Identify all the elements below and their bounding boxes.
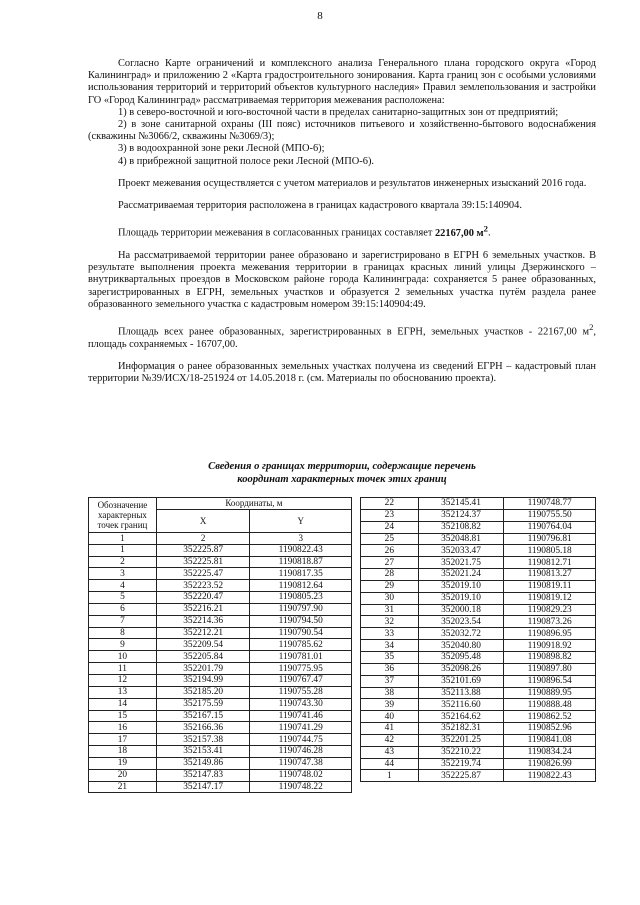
y-coordinate-cell: 1190817.35: [250, 568, 352, 580]
x-coordinate-cell: 352220.47: [156, 592, 250, 604]
y-coordinate-cell: 1190743.30: [250, 698, 352, 710]
point-number-cell: 16: [89, 722, 157, 734]
point-number-cell: 13: [89, 686, 157, 698]
y-coordinate-cell: 1190741.29: [250, 722, 352, 734]
x-coordinate-cell: 352095.48: [418, 651, 504, 663]
y-coordinate-cell: 1190781.01: [250, 651, 352, 663]
table-row: [361, 498, 596, 510]
y-coordinate-cell: 1190767.47: [250, 674, 352, 686]
x-coordinate-cell: 352223.52: [156, 580, 250, 592]
table-row: [89, 698, 352, 710]
x-coordinate-cell: 352166.36: [156, 722, 250, 734]
x-coordinate-cell: 352210.22: [418, 746, 504, 758]
x-coordinate-cell: 352000.18: [418, 604, 504, 616]
point-number-cell: 39: [361, 699, 419, 711]
document-body: [88, 58, 596, 385]
table-row: [361, 557, 596, 569]
paragraph-total-area: Площадь всех ранее образованных, зарегистрированных в ЕГРН, земельных участков - 22167,00 $м^2$, площадь сохраняемых - 16707,00.: [88, 321, 596, 350]
y-coordinate-cell: 1190744.75: [250, 734, 352, 746]
point-number-cell: 8: [89, 627, 157, 639]
point-number-cell: 36: [361, 663, 419, 675]
area-text: Площадь территории межевания в согласованных границах составляет: [118, 227, 435, 239]
y-coordinate-cell: 1190785.62: [250, 639, 352, 651]
table-row: [361, 580, 596, 592]
x-coordinate-cell: 352201.79: [156, 663, 250, 675]
x-coordinate-cell: 352147.83: [156, 769, 250, 781]
point-number-cell: 44: [361, 758, 419, 770]
y-coordinate-cell: 1190790.54: [250, 627, 352, 639]
y-coordinate-cell: 1190896.54: [504, 675, 596, 687]
paragraph-area: Площадь территории межевания в согласованных границах составляет 22167,00 $м^2$.: [118, 223, 491, 239]
point-number-cell: 14: [89, 698, 157, 710]
table-row: [361, 675, 596, 687]
x-coordinate-cell: 352101.69: [418, 675, 504, 687]
table-row: [361, 533, 596, 545]
point-number-cell: 6: [89, 603, 157, 615]
x-coordinate-cell: 352209.54: [156, 639, 250, 651]
y-coordinate-cell: 1190822.43: [250, 544, 352, 556]
point-number-cell: 15: [89, 710, 157, 722]
y-coordinate-cell: 1190748.22: [250, 781, 352, 793]
x-coordinate-cell: 352216.21: [156, 603, 250, 615]
y-coordinate-cell: 1190818.87: [250, 556, 352, 568]
table-row: [361, 521, 596, 533]
point-number-cell: 3: [89, 568, 157, 580]
point-number-cell: 25: [361, 533, 419, 545]
x-coordinate-cell: 352219.74: [418, 758, 504, 770]
table-row: [89, 544, 352, 556]
y-coordinate-cell: 1190897.80: [504, 663, 596, 675]
table-row: [361, 628, 596, 640]
point-number-cell: 33: [361, 628, 419, 640]
table-row: [89, 615, 352, 627]
table-row: [361, 663, 596, 675]
paragraph-cadastral-quarter: Рассматриваемая территория расположена в границах кадастрового квартала 39:15:140904.: [118, 200, 522, 212]
header-coordinates: Координаты, м: [156, 498, 351, 510]
x-coordinate-cell: 352225.47: [156, 568, 250, 580]
x-coordinate-cell: 352108.82: [418, 521, 504, 533]
y-coordinate-cell: 1190819.12: [504, 592, 596, 604]
x-coordinate-cell: 352205.84: [156, 651, 250, 663]
point-number-cell: 40: [361, 711, 419, 723]
point-number-cell: 11: [89, 663, 157, 675]
point-number-cell: 18: [89, 746, 157, 758]
x-coordinate-cell: 352023.54: [418, 616, 504, 628]
y-coordinate-cell: 1190826.99: [504, 758, 596, 770]
table-row: [89, 603, 352, 615]
x-coordinate-cell: 352098.26: [418, 663, 504, 675]
table-row: [361, 616, 596, 628]
point-number-cell: 10: [89, 651, 157, 663]
paragraph-zoning: Согласно Карте ограничений и комплексного анализа Генерального плана городского округа «Город Калининград» и приложению 2 «Карта градостроительного зонирования. Карта границ зон с особыми условиями использования территорий и территорий объектов культурного наследия» Правил землепользования и застройки ГО «Город Калининград» рассматриваемая территория межевания расположена:: [88, 58, 596, 106]
header-col-number: 2: [156, 532, 250, 544]
y-coordinate-cell: 1190748.77: [504, 498, 596, 510]
table-row: [89, 639, 352, 651]
point-number-cell: 26: [361, 545, 419, 557]
table-row: [361, 640, 596, 652]
point-number-cell: 37: [361, 675, 419, 687]
table-row: [361, 651, 596, 663]
y-coordinate-cell: 1190755.50: [504, 509, 596, 521]
x-coordinate-cell: 352019.10: [418, 580, 504, 592]
coordinates-table-right: [360, 497, 596, 782]
point-number-cell: 20: [89, 769, 157, 781]
table-row: [89, 781, 352, 793]
y-coordinate-cell: 1190755.28: [250, 686, 352, 698]
y-coordinate-cell: 1190873.26: [504, 616, 596, 628]
x-coordinate-cell: 352167.15: [156, 710, 250, 722]
header-point-designation: Обозначение характерных точек границ: [89, 498, 157, 533]
table-row: [361, 723, 596, 735]
x-coordinate-cell: 352032.72: [418, 628, 504, 640]
point-number-cell: 27: [361, 557, 419, 569]
y-coordinate-cell: 1190889.95: [504, 687, 596, 699]
header-x: X: [156, 509, 250, 532]
table-row: [361, 711, 596, 723]
x-coordinate-cell: 352225.81: [156, 556, 250, 568]
x-coordinate-cell: 352116.60: [418, 699, 504, 711]
x-coordinate-cell: 352040.80: [418, 640, 504, 652]
table-row: [89, 710, 352, 722]
y-coordinate-cell: 1190812.71: [504, 557, 596, 569]
y-coordinate-cell: 1190896.95: [504, 628, 596, 640]
point-number-cell: 31: [361, 604, 419, 616]
table-row: [89, 757, 352, 769]
y-coordinate-cell: 1190862.52: [504, 711, 596, 723]
area-value: 22167,00 $м^2$: [434, 223, 488, 239]
point-number-cell: 4: [89, 580, 157, 592]
point-number-cell: 23: [361, 509, 419, 521]
table-row: [361, 545, 596, 557]
table-row: [89, 663, 352, 675]
x-coordinate-cell: 352021.75: [418, 557, 504, 569]
table-row: [89, 686, 352, 698]
x-coordinate-cell: 352048.81: [418, 533, 504, 545]
table-row: [89, 674, 352, 686]
x-coordinate-cell: 352194.99: [156, 674, 250, 686]
table-title: Сведения о границах территории, содержащие перечень координат характерных точек этих границ: [208, 461, 476, 485]
point-number-cell: 7: [89, 615, 157, 627]
paragraph-source: Информация о ранее образованных земельных участках получена из сведений ЕГРН – кадастровый план территории №39/ИСХ/18-251924 от 14.05.2018 г. (см. Материалы по обоснованию проекта).: [88, 360, 596, 384]
coordinates-table-left: [88, 497, 352, 793]
page-number: 8: [317, 10, 323, 22]
y-coordinate-cell: 1190918.92: [504, 640, 596, 652]
list-item: 4) в прибрежной защитной полосе реки Лесной (МПО-6).: [118, 155, 375, 167]
y-coordinate-cell: 1190805.18: [504, 545, 596, 557]
y-coordinate-cell: 1190819.11: [504, 580, 596, 592]
list-item: 1) в северо-восточной и юго-восточной части в пределах санитарно-защитных зон от предприятий;: [118, 106, 559, 118]
table-row: [89, 722, 352, 734]
x-coordinate-cell: 352201.25: [418, 734, 504, 746]
y-coordinate-cell: 1190898.82: [504, 651, 596, 663]
point-number-cell: 19: [89, 757, 157, 769]
y-coordinate-cell: 1190852.96: [504, 723, 596, 735]
y-coordinate-cell: 1190813.27: [504, 569, 596, 581]
table-row: [361, 734, 596, 746]
point-number-cell: 41: [361, 723, 419, 735]
table-row: [361, 699, 596, 711]
table-row: [361, 687, 596, 699]
header-y: Y: [250, 509, 352, 532]
table-row: [89, 627, 352, 639]
table-row: [89, 651, 352, 663]
x-coordinate-cell: 352113.88: [418, 687, 504, 699]
table-row: [361, 758, 596, 770]
point-number-cell: 9: [89, 639, 157, 651]
y-coordinate-cell: 1190841.08: [504, 734, 596, 746]
y-coordinate-cell: 1190834.24: [504, 746, 596, 758]
header-col-number: 3: [250, 532, 352, 544]
table-row: [89, 556, 352, 568]
point-number-cell: 17: [89, 734, 157, 746]
y-coordinate-cell: 1190794.50: [250, 615, 352, 627]
point-number-cell: 1: [361, 770, 419, 782]
x-coordinate-cell: 352214.36: [156, 615, 250, 627]
point-number-cell: 5: [89, 592, 157, 604]
list-item: 2) в зоне санитарной охраны (III пояс) источников питьевого и хозяйственно-бытового водоснабжения (скважины №3066/2, скважины №3069/3);: [88, 119, 596, 143]
point-number-cell: 2: [89, 556, 157, 568]
point-number-cell: 32: [361, 616, 419, 628]
point-number-cell: 12: [89, 674, 157, 686]
point-number-cell: 42: [361, 734, 419, 746]
x-coordinate-cell: 352182.31: [418, 723, 504, 735]
x-coordinate-cell: 352021.24: [418, 569, 504, 581]
y-coordinate-cell: 1190812.64: [250, 580, 352, 592]
x-coordinate-cell: 352019.10: [418, 592, 504, 604]
list-item: 3) в водоохранной зоне реки Лесной (МПО-6);: [118, 143, 325, 155]
x-coordinate-cell: 352185.20: [156, 686, 250, 698]
table-row: [361, 592, 596, 604]
x-coordinate-cell: 352145.41: [418, 498, 504, 510]
y-coordinate-cell: 1190746.28: [250, 746, 352, 758]
table-row: [361, 770, 596, 782]
x-coordinate-cell: 352153.41: [156, 746, 250, 758]
x-coordinate-cell: 352157.38: [156, 734, 250, 746]
y-coordinate-cell: 1190822.43: [504, 770, 596, 782]
y-coordinate-cell: 1190748.02: [250, 769, 352, 781]
y-coordinate-cell: 1190888.48: [504, 699, 596, 711]
x-coordinate-cell: 352124.37: [418, 509, 504, 521]
table-row: [89, 746, 352, 758]
table-row: [89, 568, 352, 580]
paragraph-land-plots: На рассматриваемой территории ранее образовано и зарегистрировано в ЕГРН 6 земельных участков. В результате выполнения проекта межевания территории в границах красных линий улицы Дзержинского – внутриквартальных проездов в Московском районе города Калининграда: сохраняется 5 ранее образованных, зарегистрированных в ЕГРН, земельных участков и образуется 2 земельных участка путём раздела ранее образованного земельного участка с кадастровым номером 39:15:140904:49.: [88, 249, 596, 310]
header-col-number: 1: [89, 532, 157, 544]
point-number-cell: 24: [361, 521, 419, 533]
point-number-cell: 35: [361, 651, 419, 663]
point-number-cell: 22: [361, 498, 419, 510]
y-coordinate-cell: 1190829.23: [504, 604, 596, 616]
y-coordinate-cell: 1190747.38: [250, 757, 352, 769]
x-coordinate-cell: 352033.47: [418, 545, 504, 557]
x-coordinate-cell: 352147.17: [156, 781, 250, 793]
point-number-cell: 43: [361, 746, 419, 758]
y-coordinate-cell: 1190805.23: [250, 592, 352, 604]
table-row: [89, 734, 352, 746]
point-number-cell: 21: [89, 781, 157, 793]
x-coordinate-cell: 352225.87: [418, 770, 504, 782]
x-coordinate-cell: 352149.86: [156, 757, 250, 769]
y-coordinate-cell: 1190797.90: [250, 603, 352, 615]
table-row: [89, 592, 352, 604]
x-coordinate-cell: 352225.87: [156, 544, 250, 556]
y-coordinate-cell: 1190796.81: [504, 533, 596, 545]
x-coordinate-cell: 352212.21: [156, 627, 250, 639]
table-row: [361, 569, 596, 581]
point-number-cell: 1: [89, 544, 157, 556]
paragraph-surveys: Проект межевания осуществляется с учетом материалов и результатов инженерных изысканий 2016 года.: [118, 177, 587, 189]
y-coordinate-cell: 1190764.04: [504, 521, 596, 533]
table-row: [89, 769, 352, 781]
table-row: [361, 509, 596, 521]
point-number-cell: 29: [361, 580, 419, 592]
table-row: [89, 580, 352, 592]
point-number-cell: 34: [361, 640, 419, 652]
x-coordinate-cell: 352175.59: [156, 698, 250, 710]
y-coordinate-cell: 1190775.95: [250, 663, 352, 675]
y-coordinate-cell: 1190741.46: [250, 710, 352, 722]
table-row: [361, 746, 596, 758]
point-number-cell: 38: [361, 687, 419, 699]
point-number-cell: 28: [361, 569, 419, 581]
table-row: [361, 604, 596, 616]
x-coordinate-cell: 352164.62: [418, 711, 504, 723]
point-number-cell: 30: [361, 592, 419, 604]
